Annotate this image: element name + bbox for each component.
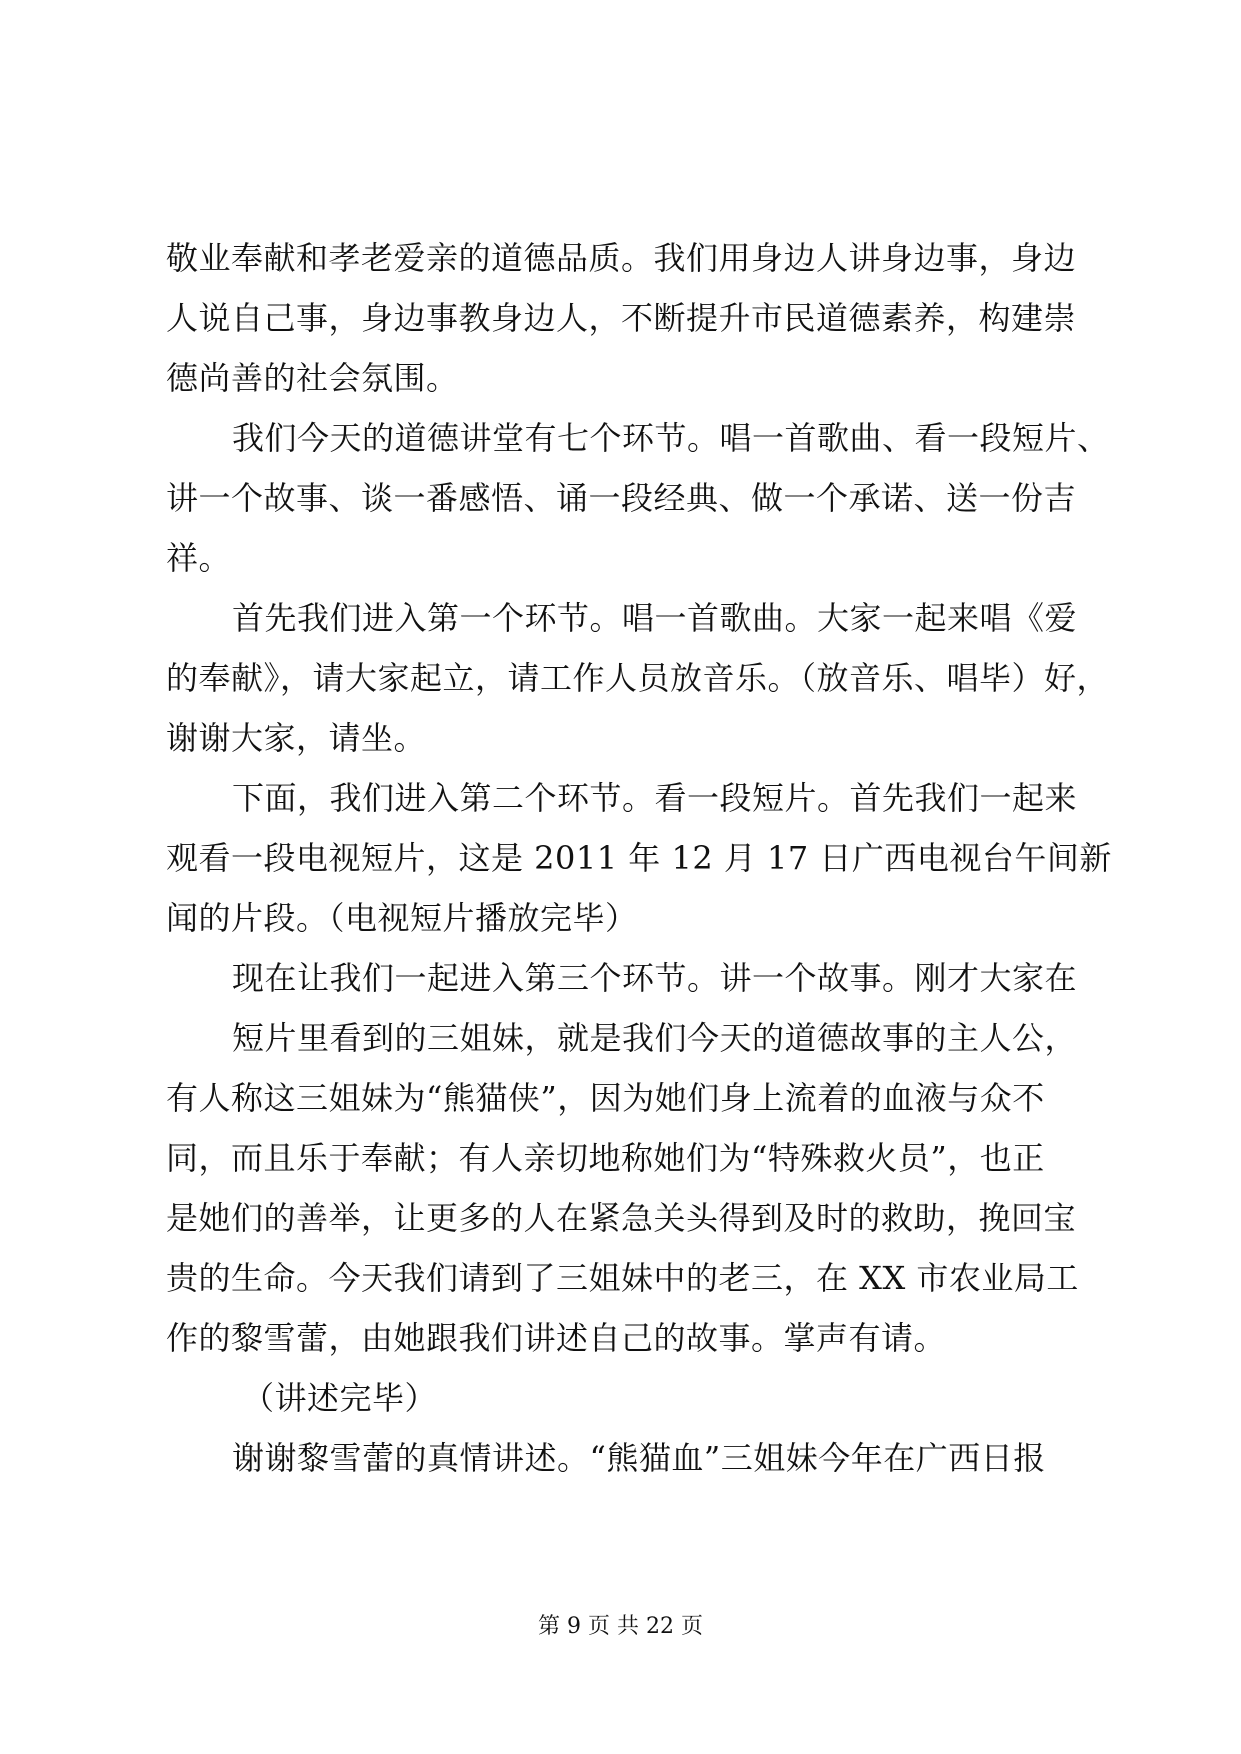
paragraph-start: 短片里看到的三姐妹，就是我们今天的道德故事的主人公， <box>232 1019 1078 1057</box>
body-text <box>166 228 1112 1488</box>
paragraph-start: 下面，我们进入第二个环节。看一段短片。首先我们一起来 <box>232 779 1078 817</box>
text-line: 敬业奉献和孝老爱亲的道德品质。我们用身边人讲身边事，身边 <box>166 239 1077 277</box>
paragraph-start: 谢谢黎雪蕾的真情讲述。“熊猫血”三姐妹今年在广西日报 <box>232 1439 1046 1477</box>
text-line: 观看一段电视短片，这是 2011 年 12 月 17 日广西电视台午间新 <box>166 839 1112 877</box>
text-line: 作的黎雪蕾，由她跟我们讲述自己的故事。掌声有请。 <box>166 1319 947 1357</box>
paragraph-start: 首先我们进入第一个环节。唱一首歌曲。大家一起来唱《爱 <box>232 599 1078 637</box>
text-line: 祥。 <box>166 539 232 577</box>
text-line: 谢谢大家，请坐。 <box>166 719 427 757</box>
text-line: 是她们的善举，让更多的人在紧急关头得到及时的救助，挽回宝 <box>166 1199 1077 1237</box>
paragraph-start: 现在让我们一起进入第三个环节。讲一个故事。刚才大家在 <box>232 959 1078 997</box>
text-line: 有人称这三姐妹为“熊猫侠”，因为她们身上流着的血液与众不 <box>166 1079 1045 1117</box>
text-line: 同，而且乐于奉献；有人亲切地称她们为“特殊救火员”，也正 <box>166 1139 1045 1177</box>
text-line: 的奉献》，请大家起立，请工作人员放音乐。（放音乐、唱毕）好， <box>166 659 1110 697</box>
text-line: 讲一个故事、谈一番感悟、诵一段经典、做一个承诺、送一份吉 <box>166 479 1077 517</box>
text-line: 德尚善的社会氛围。 <box>166 359 459 397</box>
text-line: 闻的片段。（电视短片播放完毕） <box>166 899 638 937</box>
text-line: 贵的生命。今天我们请到了三姐妹中的老三，在 XX 市农业局工 <box>166 1259 1079 1297</box>
paragraph-start: （讲述完毕） <box>242 1379 438 1417</box>
text-line: 人说自己事，身边事教身边人，不断提升市民道德素养，构建崇 <box>166 299 1077 337</box>
paragraph-start: 我们今天的道德讲堂有七个环节。唱一首歌曲、看一段短片、 <box>232 419 1110 457</box>
page-number-footer: 第 9 页 共 22 页 <box>538 1614 703 1639</box>
